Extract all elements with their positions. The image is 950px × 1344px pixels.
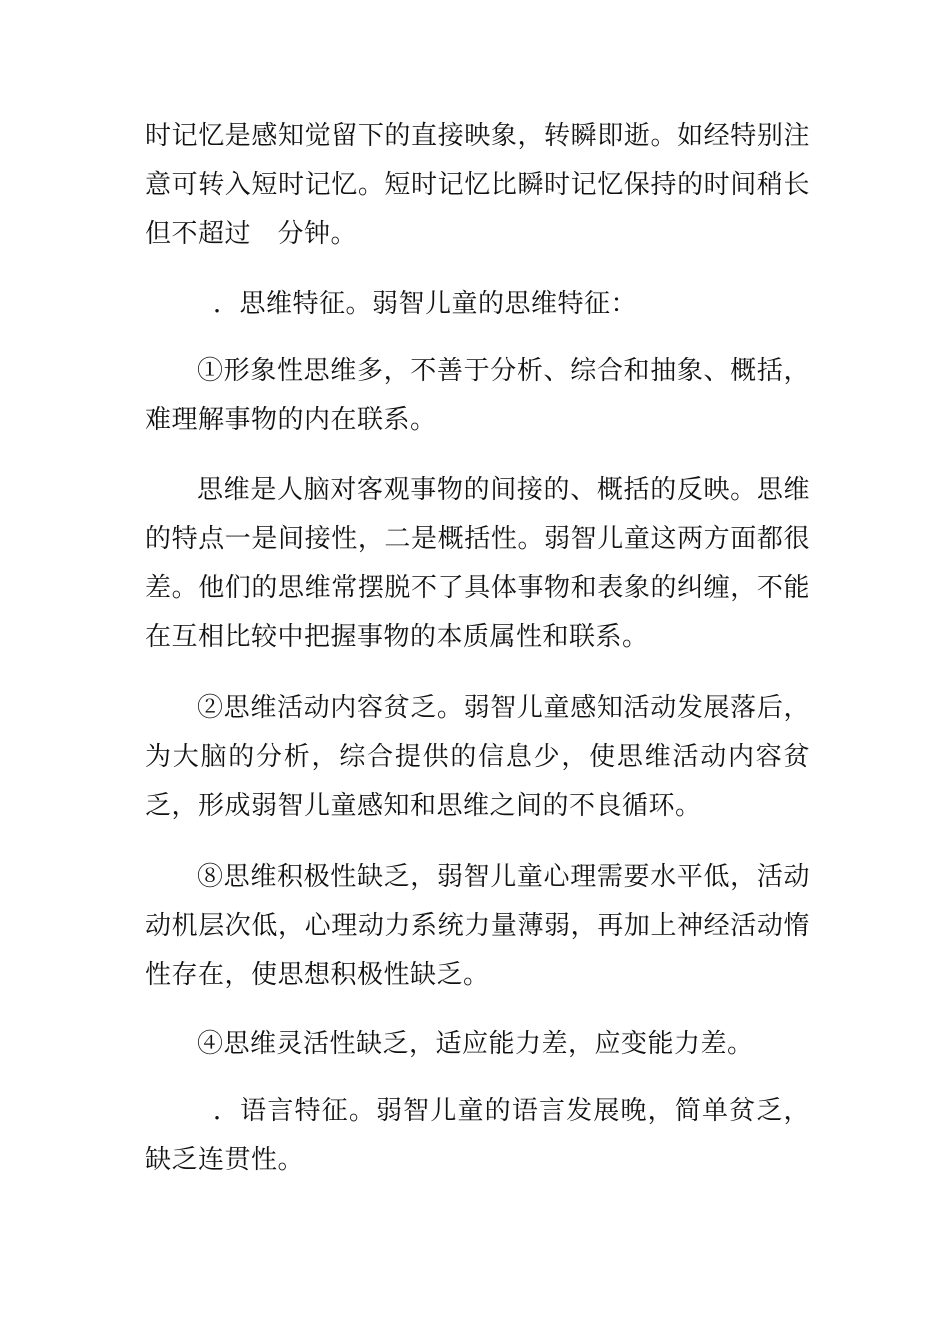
paragraph-thinking-point-1: ①形象性思维多，不善于分析、综合和抽象、概括，难理解事物的内在联系。	[145, 356, 810, 435]
paragraph-thinking-point-3: ⑧思维积极性缺乏，弱智儿童心理需要水平低，活动动机层次低，心理动力系统力量薄弱，再加上神经活动惰性存在，使思想积极性缺乏。	[145, 862, 810, 990]
paragraph-language-heading: ．语言特征。弱智儿童的语言发展晚，简单贫乏，缺乏连贯性。	[145, 1096, 810, 1175]
paragraph-thinking-point-2: ②思维活动内容贫乏。弱智儿童感知活动发展落后，为大脑的分析，综合提供的信息少，使思维活动内容贫乏，形成弱智儿童感知和思维之间的不良循环。	[145, 693, 810, 821]
paragraph-thinking-heading: ．思维特征。弱智儿童的思维特征：	[213, 289, 638, 319]
paragraph-thinking-definition: 思维是人脑对客观事物的间接的、概括的反映。思维的特点一是间接性，二是概括性。弱智儿童这两方面都很差。他们的思维常摆脱不了具体事物和表象的纠缠，不能在互相比较中把握事物的本质属性和联系。	[145, 475, 810, 652]
paragraph-thinking-point-4: ④思维灵活性缺乏，适应能力差，应变能力差。	[197, 1029, 754, 1059]
paragraph-memory: 时记忆是感知觉留下的直接映象，转瞬即逝。如经特别注意可转入短时记忆。短时记忆比瞬时记忆保持的时间稍长但不超过 分钟。	[145, 121, 810, 249]
